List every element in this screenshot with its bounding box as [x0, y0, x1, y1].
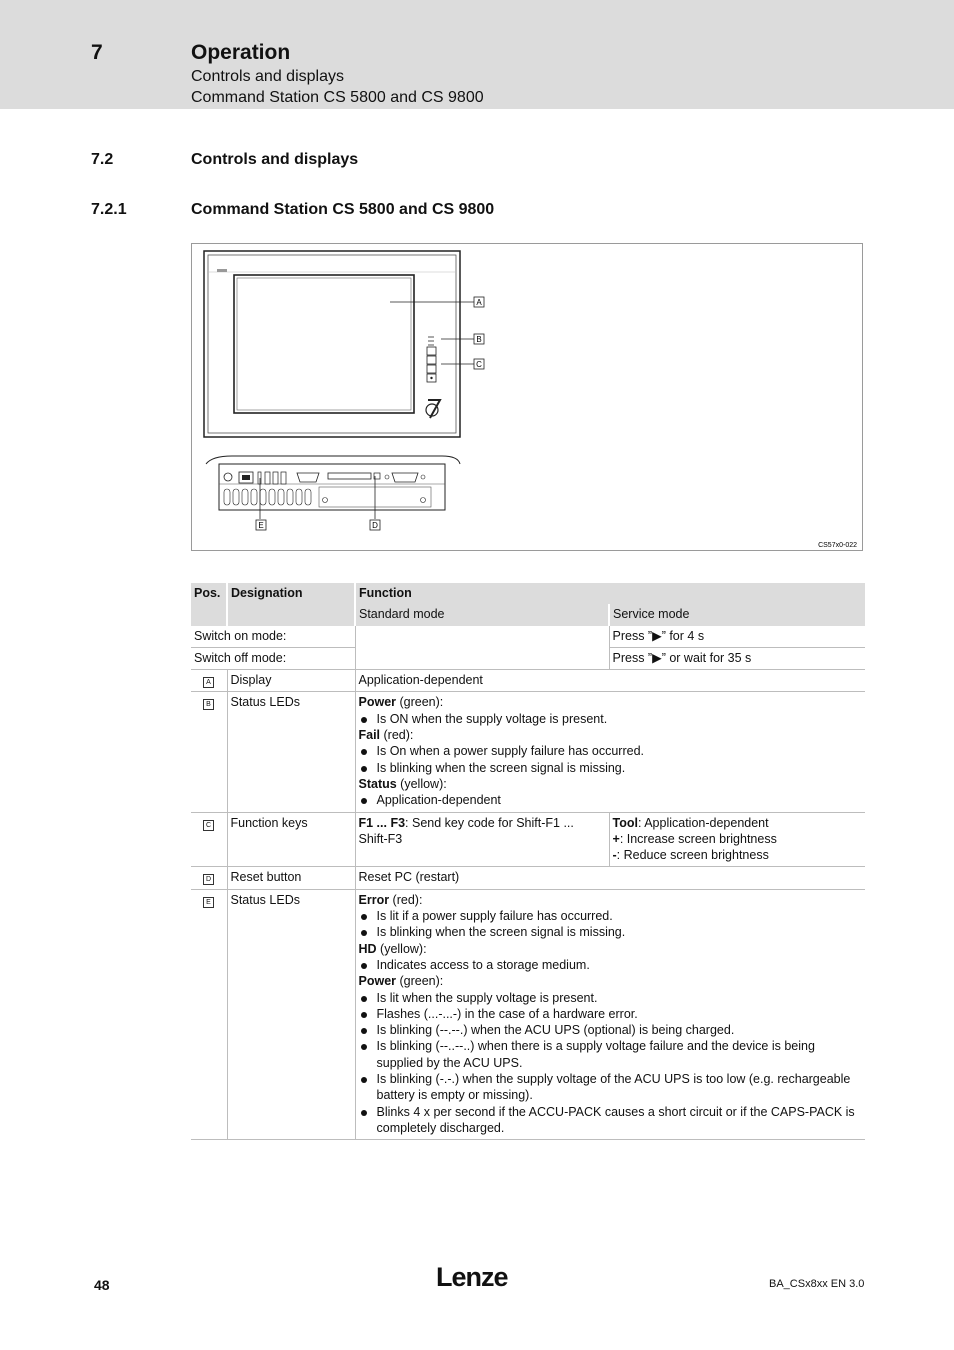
- table-row-b: [191, 692, 865, 812]
- list-item: Indicates access to a storage medium.: [359, 957, 863, 973]
- led-heading: HD (yellow):: [358, 941, 427, 956]
- list-item: Is lit when the supply voltage is present.: [359, 990, 863, 1006]
- callout-a: [474, 297, 484, 307]
- service-mode-value: Press ”▶” for 4 s: [609, 626, 865, 648]
- pos-marker-e: E: [203, 897, 214, 908]
- callout-d: [370, 520, 380, 530]
- pos-marker-d: D: [203, 874, 214, 885]
- led-heading: Power (green):: [358, 695, 444, 710]
- chapter-title: Operation: [191, 41, 291, 64]
- designation-cell: Function keys: [227, 812, 355, 867]
- lenze-logo: Lenze: [436, 1262, 508, 1292]
- function-cell: Application-dependent: [355, 670, 865, 692]
- svg-text:D: D: [372, 521, 378, 530]
- connector-panel-drawing: [206, 456, 460, 510]
- function-cell: Reset PC (restart): [355, 867, 865, 889]
- table-row: [191, 626, 865, 648]
- service-mode-cell: Tool: Application-dependent +: Increase screen brightness -: Reduce screen brightness: [609, 812, 865, 867]
- mode-label: Switch on mode:: [191, 626, 355, 648]
- pos-marker-c: C: [203, 820, 214, 831]
- list-item: Is blinking (-.-.) when the supply voltage of the ACU UPS is too low (e.g. rechargeable battery is empty or missing).: [359, 1071, 863, 1104]
- section-title: Controls and displays: [191, 151, 359, 168]
- designation-cell: Reset button: [227, 867, 355, 889]
- designation-cell: Status LEDs: [227, 889, 355, 1139]
- subsection-title: Command Station CS 5800 and CS 9800: [191, 201, 495, 218]
- svg-text:B: B: [476, 335, 482, 344]
- pos-cell: [191, 670, 227, 692]
- controls-table: [191, 583, 865, 1140]
- svg-text:C: C: [476, 360, 482, 369]
- list-item: Flashes (...-...-) in the case of a hardware error.: [359, 1006, 863, 1022]
- col-header-pos: Pos.: [191, 583, 227, 626]
- function-cell: [355, 692, 865, 812]
- pos-marker-b: B: [203, 699, 214, 710]
- callout-b: [474, 334, 484, 344]
- subsection-number: 7.2.1: [91, 201, 127, 218]
- chapter-number: 7: [91, 41, 103, 64]
- pos-cell: [191, 692, 227, 812]
- list-item: Is blinking when the screen signal is missing.: [359, 760, 863, 776]
- table-row-c: [191, 812, 865, 867]
- list-item: Is blinking (--..--..) when there is a supply voltage failure and the device is being supplied by the ACU UPS.: [359, 1038, 863, 1071]
- pos-marker-a: A: [203, 677, 214, 688]
- list-item: Is lit if a power supply failure has occurred.: [359, 908, 863, 924]
- status-leds-drawing: [428, 336, 434, 346]
- standard-mode-cell: [355, 626, 609, 670]
- col-header-designation: Designation: [227, 583, 355, 626]
- device-drawing: [192, 244, 864, 552]
- device-figure: [191, 243, 863, 551]
- col-header-standard-mode: Standard mode: [355, 604, 609, 625]
- table-header-row: [191, 583, 865, 604]
- led-heading: Status (yellow):: [358, 776, 447, 791]
- service-mode-value: Press ”▶” or wait for 35 s: [609, 647, 865, 669]
- designation-cell: Status LEDs: [227, 692, 355, 812]
- led-heading: Error (red):: [358, 892, 423, 907]
- col-header-service-mode: Service mode: [609, 604, 865, 625]
- designation-cell: Display: [227, 670, 355, 692]
- svg-text:A: A: [476, 298, 482, 307]
- pos-cell: [191, 867, 227, 889]
- list-item: Is ON when the supply voltage is present.: [359, 711, 863, 727]
- list-item: Is blinking when the screen signal is missing.: [359, 924, 863, 940]
- section-number: 7.2: [91, 151, 114, 168]
- led-heading: Fail (red):: [358, 728, 414, 743]
- callout-c: [474, 359, 484, 369]
- table-row-e: [191, 889, 865, 1139]
- col-header-function: Function: [355, 583, 865, 604]
- callout-e: [256, 520, 266, 530]
- list-item: Is blinking (--.--.) when the ACU UPS (optional) is being charged.: [359, 1022, 863, 1038]
- standard-mode-cell: F1 ... F3: Send key code for Shift-F1 ... Shift-F3: [355, 812, 609, 867]
- table-row-d: [191, 867, 865, 889]
- header-subtitle-2: Command Station CS 5800 and CS 9800: [191, 89, 484, 106]
- list-item: Is On when a power supply failure has occurred.: [359, 743, 863, 759]
- list-item: Blinks 4 x per second if the ACCU-PACK causes a short circuit or if the CAPS-PACK is completely discharged.: [359, 1104, 863, 1137]
- header-subtitle-1: Controls and displays: [191, 68, 344, 85]
- svg-text:E: E: [258, 521, 264, 530]
- list-item: Application-dependent: [359, 792, 863, 808]
- table-row-a: [191, 670, 865, 692]
- pos-cell: [191, 812, 227, 867]
- figure-id: CS57x0-022: [818, 542, 857, 549]
- page-number: 48: [94, 1277, 110, 1293]
- function-cell: [355, 889, 865, 1139]
- document-id: BA_CSx8xx EN 3.0: [769, 1278, 865, 1290]
- mode-label: Switch off mode:: [191, 647, 355, 669]
- led-heading: Power (green):: [358, 974, 444, 989]
- pos-cell: [191, 889, 227, 1139]
